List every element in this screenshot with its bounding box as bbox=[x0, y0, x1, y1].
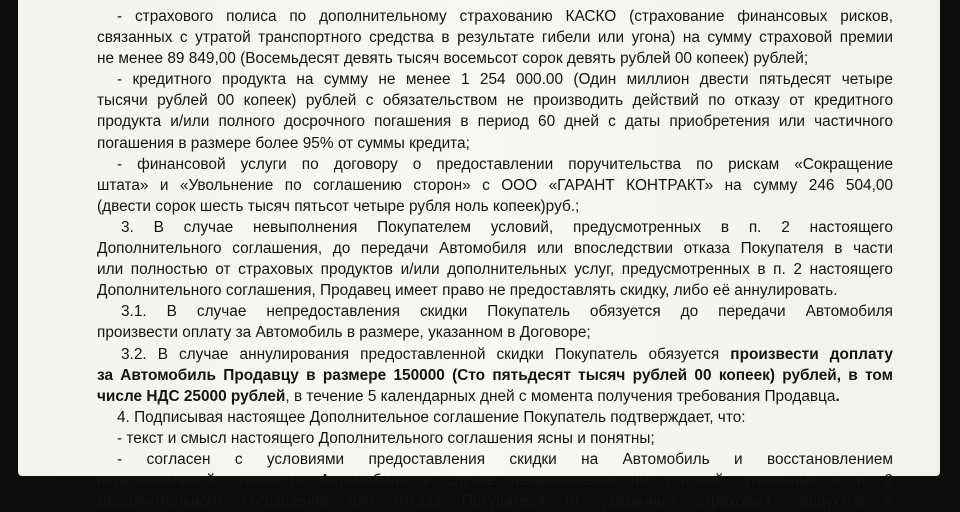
document-line bbox=[97, 133, 893, 154]
document-line bbox=[97, 259, 893, 280]
document-line bbox=[97, 407, 893, 428]
text-run: - согласен с условиями предоставления скидки на Автомобиль и восстановлением bbox=[117, 450, 893, 468]
text-run: - страхового полиса по дополнительному страхованию КАСКО (страхование финансовых рисков, bbox=[117, 8, 893, 25]
text-run: первоначальной стоимости Автомобиля в случае невыполнения им условий, указанных в п. 2 bbox=[97, 472, 893, 490]
document-line bbox=[97, 217, 893, 238]
document-line bbox=[97, 48, 893, 69]
document-line bbox=[97, 301, 893, 322]
text-run: Дополнительного соглашения или отказа Покупателя от указанных страховых продуктов и bbox=[97, 493, 893, 511]
text-run: или полностью от страховых продуктов и/или дополнительных услуг, предусмотренных в п. 2 настоящего bbox=[97, 261, 893, 279]
document-line bbox=[97, 27, 893, 48]
text-run: - финансовой услуги по договору о предоставлении поручительства по рискам «Сокращение bbox=[117, 155, 893, 173]
bold-text-run: за Автомобиль Продавцу в размере 150000 (Сто пятьдесят тысяч рублей 00 копеек) рублей, в том bbox=[97, 366, 893, 384]
text-run: 3.2. В случае аннулирования предоставленной скидки Покупатель обязуется bbox=[121, 345, 731, 363]
document-line bbox=[97, 365, 893, 386]
bold-text-run: . bbox=[835, 387, 840, 405]
text-run: штата» и «Увольнение по соглашению сторон» с ООО «ГАРАНТ КОНТРАКТ» на сумму 246 504,00 bbox=[97, 176, 893, 194]
document-line bbox=[97, 322, 893, 343]
document-line bbox=[97, 175, 893, 196]
text-run: , в течение 5 календарных дней с момента получения требования Продавца bbox=[285, 387, 836, 405]
document-line bbox=[97, 111, 893, 132]
document-line bbox=[97, 386, 893, 407]
document-body bbox=[97, 0, 893, 512]
document-line bbox=[97, 280, 893, 301]
text-run: не менее 89 849,00 (Восемьдесят девять тысяч восемьсот сорок девять рублей 00 копеек) рублей; bbox=[97, 50, 809, 68]
text-run: продукта и/или полного досрочного погашения в период 60 дней с даты приобретения или частичного bbox=[97, 113, 893, 131]
text-run: тысячи рублей 00 копеек) рублей с обязательством не производить действий по отказу от кредитного bbox=[97, 92, 893, 110]
text-run: - текст и смысл настоящего Дополнительного соглашения ясны и понятны; bbox=[117, 429, 655, 447]
text-run: погашения в размере более 95% от суммы кредита; bbox=[97, 134, 470, 152]
text-run: 3. В случае невыполнения Покупателем условий, предусмотренных в п. 2 настоящего bbox=[121, 218, 893, 236]
document-line bbox=[97, 428, 893, 449]
document-line bbox=[97, 6, 893, 27]
text-run: (двести сорок шесть тысяч пятьсот четыре рубля ноль копеек)руб.; bbox=[97, 197, 580, 215]
document-line bbox=[97, 491, 893, 512]
bold-text-run: числе НДС 25000 рублей bbox=[97, 387, 286, 405]
text-run: 4. Подписывая настоящее Дополнительное соглашение Покупатель подтверждает, что: bbox=[117, 408, 746, 426]
document-line bbox=[97, 238, 893, 259]
text-run: - кредитного продукта на сумму не менее 1 254 000.00 (Один миллион двести пятьдесят четыре bbox=[117, 71, 893, 89]
text-run: Дополнительного соглашения, Продавец имеет право не предоставлять скидку, либо её аннулировать. bbox=[97, 282, 838, 300]
document-line bbox=[97, 196, 893, 217]
document-line bbox=[97, 449, 893, 470]
document-line bbox=[97, 344, 893, 365]
document-line bbox=[97, 470, 893, 491]
document-line bbox=[97, 90, 893, 111]
bold-text-run: произвести доплату bbox=[730, 345, 893, 363]
document-line bbox=[97, 69, 893, 90]
document-line bbox=[97, 154, 893, 175]
text-run: 3.1. В случае непредоставления скидки Покупатель обязуется до передачи Автомобиля bbox=[121, 303, 893, 321]
text-run: произвести оплату за Автомобиль в размере, указанном в Договоре; bbox=[97, 324, 591, 342]
text-run: связанных с утратой транспортного средства в результате гибели или угона) на сумму страховой премии bbox=[97, 29, 893, 47]
text-run: Дополнительного соглашения, до передачи Автомобиля или впоследствии отказа Покупателя в части bbox=[97, 240, 893, 258]
